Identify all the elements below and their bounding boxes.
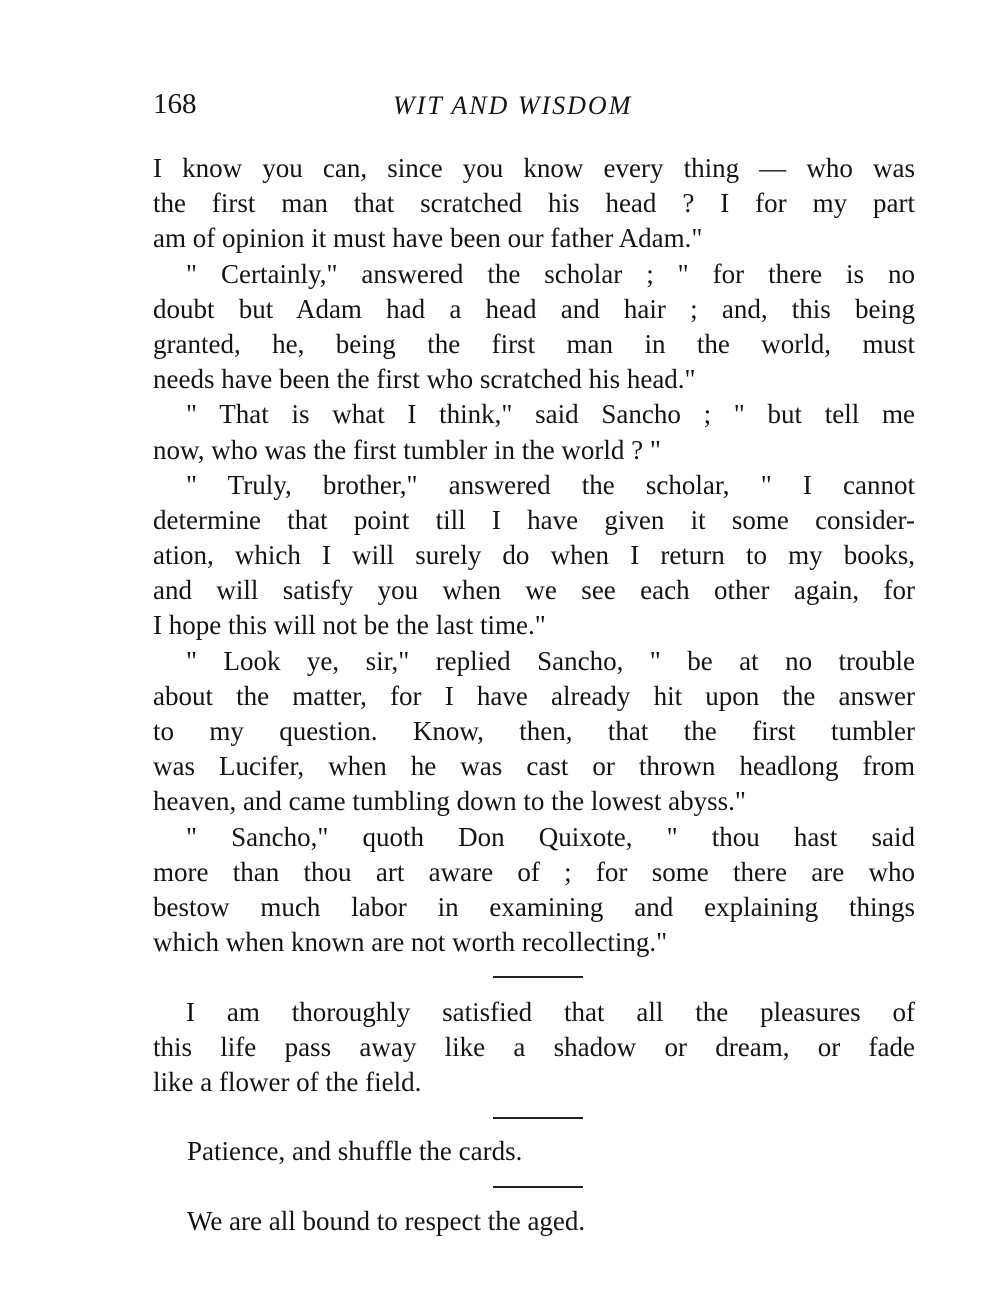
text-line: am of opinion it must have been our father Adam." [153,223,703,254]
text-line: this life pass away like a shadow or dream, or fade [153,1032,915,1063]
text-line: " Truly, brother," answered the scholar, " I cannot [186,469,915,500]
text-line: " Certainly," answered the scholar ; " for there is no [186,258,915,289]
dialogue-passage [153,151,915,960]
running-title: WIT AND WISDOM [393,91,633,120]
text-line: I am thoroughly satisfied that all the pleasures of [186,997,915,1027]
text-line: more than thou art aware of ; for some there are who [153,856,915,887]
text-line: about the matter, for I have already hit upon the answer [153,680,915,711]
text-line: " That is what I think," said Sancho ; " but tell me [186,399,915,430]
maxim-aged: We are all bound to respect the aged. [187,1206,586,1236]
section-divider [493,1117,583,1119]
text-line: ation, which I will surely do when I return to my books, [153,540,915,571]
section-divider [493,1186,583,1188]
text-line: was Lucifer, when he was cast or thrown headlong from [153,751,915,782]
text-line: now, who was the first tumbler in the world ? " [153,434,661,465]
text-line: needs have been the first who scratched his head." [153,364,696,395]
maxim-patience: Patience, and shuffle the cards. [187,1136,523,1166]
text-line: I know you can, since you know every thing — who was [153,153,915,183]
text-line: determine that point till I have given it some consider- [153,504,915,535]
text-line: bestow much labor in examining and explaining things [153,891,915,922]
text-line: which when known are not worth recollecting." [153,927,668,958]
text-line: doubt but Adam had a head and hair ; and, this being [153,293,915,324]
text-line: " Look ye, sir," replied Sancho, " be at no trouble [186,645,915,676]
text-line: like a flower of the field. [153,1067,422,1098]
pleasures-passage [153,995,915,1101]
text-line: " Sancho," quoth Don Quixote, " thou hast said [186,821,915,852]
text-line: I hope this will not be the last time." [153,610,546,641]
text-line: and will satisfy you when we see each other again, for [153,575,915,606]
text-line: granted, he, being the first man in the world, must [153,328,915,359]
section-divider [493,976,583,978]
text-line: the first man that scratched his head ? I for my part [153,188,915,219]
page-number: 168 [153,88,197,120]
text-line: to my question. Know, then, that the first tumbler [153,716,915,746]
page-header [153,86,913,126]
text-line: heaven, and came tumbling down to the lowest abyss." [153,786,746,817]
